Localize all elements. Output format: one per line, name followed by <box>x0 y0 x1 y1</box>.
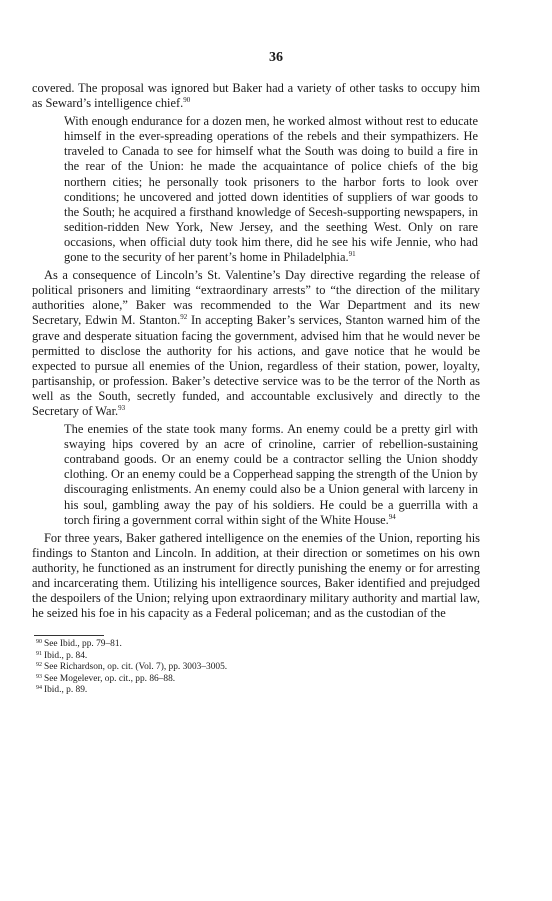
footnotes <box>36 639 480 696</box>
footnote-ref-90: 90 <box>183 96 191 105</box>
paragraph-1: covered. The proposal was ignored but Baker had a variety of other tasks to occupy him as Seward’s intelligence chief.$^{90}$ <box>32 81 480 111</box>
footnote-91: $^{91}$ Ibid., p. 84. <box>36 650 88 661</box>
footnote-93: $^{93}$ See Mogelever, op. cit., pp. 86–88. <box>36 673 176 684</box>
footnote-ref-92: 92 <box>180 313 188 322</box>
paragraph-2: As a consequence of Lincoln’s St. Valentine’s Day directive regarding the release of political prisoners and limiting “extraordinary arrests” to “the direction of the military authorities alone,” Baker was recommended to the War Department and its new Secretary, Edwin M. Stanton.$^{92}$ In accepting Baker’s services, Stanton warned him of the grave and desperate situation facing the government, advised him that he would never be permitted to disclose the authority for his actions, and gave notice that he would be expected to pursue all enemies of the Union, regardless of their station, power, loyalty, partisanship, or profession. Baker’s detective service was to be the terror of the North as well as the South, secretly funded, and accountable exclusively and directly to the Secretary of War.$^{93}$ <box>32 268 480 418</box>
block-quote-2: The enemies of the state took many forms. An enemy could be a pretty girl with swaying hips covered by an acre of crinoline, carrier of rebellion-sustaining contraband goods. Or an enemy could be a contractor selling the Union shoddy clothing. Or an enemy could be a Copperhead sapping the strength of the Union by discouraging enlistments. An enemy could also be a Union general with larceny in his soul, gambling away the pay of his soldiers. He could be a guerrilla with a torch firing a government corral within sight of the White House.$^{94}$ <box>64 422 478 527</box>
page-body <box>32 52 480 696</box>
footnote-ref-91: 91 <box>348 250 356 259</box>
footnote-divider <box>34 635 104 636</box>
footnote-90: $^{90}$ See Ibid., pp. 79–81. <box>36 639 122 650</box>
block-quote-1: With enough endurance for a dozen men, he worked almost without rest to educate himself in the ever-spreading operations of the rebels and their sympathizers. He traveled to Canada to see for himself what the South was doing to build a fire in the rear of the Union: he made the acquaintance of police chiefs of the big northern cities; he personally took prisoners to the harbor forts to look over conditions; he uncovered and jotted down identities of suppliers of war goods to the South; he acquired a firsthand knowledge of Secesh-supporting newspapers, in sedition-ridden New York, New Jersey, and the seething West. Only on rare occasions, when official duty took him there, did he see his wife Jennie, who had gone to the security of her parent’s home in Philadelphia.$^{91}$ <box>64 114 478 265</box>
page-number: 36 <box>269 50 283 65</box>
footnote-92: $^{92}$ See Richardson, op. cit. (Vol. 7), pp. 3003–3005. <box>36 662 228 673</box>
footnote-94: $^{94}$ Ibid., p. 89. <box>36 684 88 695</box>
paragraph-3: For three years, Baker gathered intelligence on the enemies of the Union, reporting his findings to Stanton and Lincoln. In addition, at their direction or sometimes on his own authority, he functioned as an instrument for directly punishing the enemy or for arresting and incarcerating them. Utilizing his intelligence sources, Baker identified and prejudged the despoilers of the Union; relying upon extraordinary military authority and martial law, he seized his foe in his capacity as a Federal policeman; and as the custodian of the <box>32 530 480 621</box>
footnote-ref-93: 93 <box>118 403 126 412</box>
footnote-ref-94: 94 <box>388 512 396 521</box>
